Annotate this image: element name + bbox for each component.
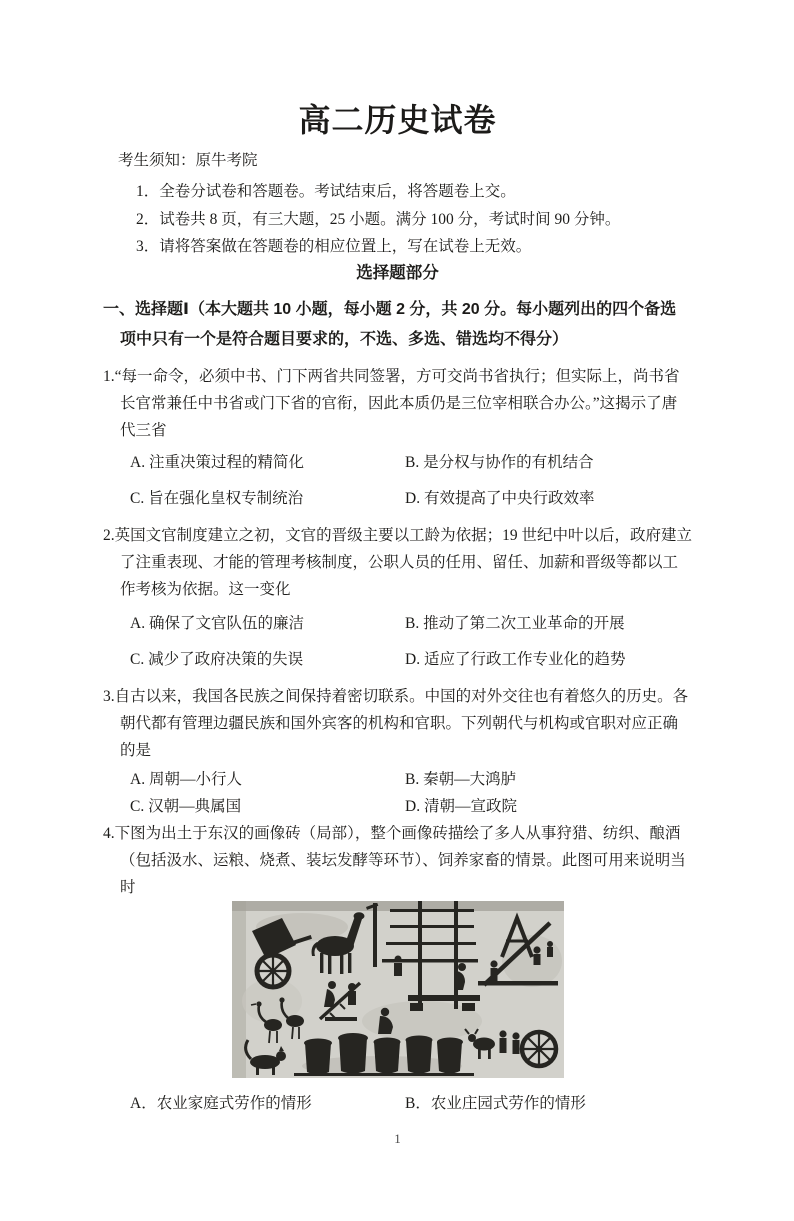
option-a: A. 注重决策过程的精简化	[130, 453, 304, 471]
option-c: C. 旨在强化皇权专制统治	[130, 489, 304, 507]
question-options	[130, 613, 692, 671]
option-b: B. 推动了第二次工业革命的开展	[405, 614, 625, 632]
han-brick-relief-image	[232, 901, 564, 1083]
notice-list	[103, 178, 692, 261]
option-d: D. 适应了行政工作专业化的趋势	[405, 650, 626, 668]
option-d: D. 清朝—宣政院	[405, 797, 517, 815]
question-4	[103, 820, 692, 1115]
option-a: A．农业家庭式劳作的情形	[130, 1094, 312, 1112]
exam-page	[0, 98, 794, 1221]
notice-item: 3．请将答案做在答题卷的相应位置上，写在试卷上无效。	[136, 238, 532, 255]
option-c: C. 汉朝—典属国	[130, 797, 242, 815]
question-3	[103, 683, 692, 820]
question-stem: 2.英国文官制度建立之初，文官的晋级主要以工龄为依据；19 世纪中叶以后，政府建立了注重表现、才能的管理考核制度，公职人员的任用、留任、加薪和晋级等都以工作考核为依据。这一变化	[103, 526, 693, 598]
notice-header: 考生须知：原牛考院	[118, 152, 258, 169]
option-b: B．农业庄园式劳作的情形	[405, 1094, 586, 1112]
option-row	[130, 766, 692, 793]
section-part-label: 选择题部分	[356, 263, 439, 282]
notice-item: 1．全卷分试卷和答题卷。考试结束后，将答题卷上交。	[136, 183, 516, 200]
question-stem: 3.自古以来，我国各民族之间保持着密切联系。中国的对外交往也有着悠久的历史。各朝代都有管理边疆民族和国外宾客的机构和官职。下列朝代与机构或官职对应正确的是	[103, 687, 689, 759]
question-1	[103, 363, 692, 510]
page-number: 1	[394, 1130, 401, 1146]
question-stem: 1.“每一命令，必须中书、门下两省共同签署，方可交尚书省执行；但实际上，尚书省长官常兼任中书省或门下省的官衔，因此本质仍是三位宰相联合办公。”这揭示了唐代三省	[103, 367, 680, 439]
option-row	[130, 649, 692, 671]
question-stem: 4.下图为出土于东汉的画像砖（局部），整个画像砖描绘了多人从事狩猎、纺织、酿酒（包括汲水、运粮、烧煮、装坛发酵等环节）、饲养家畜的情景。此图可用来说明当时	[103, 824, 686, 896]
option-a: A. 确保了文官队伍的廉洁	[130, 614, 304, 632]
part1-heading: 一、选择题Ⅰ（本大题共 10 小题，每小题 2 分，共 20 分。每小题列出的四个备选项中只有一个是符合题目要求的，不选、多选、错选均不得分）	[103, 300, 677, 348]
option-a: A. 周朝—小行人	[130, 770, 242, 788]
notice-item: 2．试卷共 8 页，有三大题，25 小题。满分 100 分，考试时间 90 分钟。	[136, 210, 621, 228]
question-2	[103, 522, 692, 671]
option-row	[130, 613, 692, 635]
question-options	[130, 1093, 692, 1115]
option-row	[130, 488, 692, 510]
option-row	[130, 793, 692, 820]
question-options	[130, 452, 692, 510]
option-row	[130, 452, 692, 474]
option-b: B. 秦朝—大鸿胪	[405, 770, 517, 788]
option-d: D. 有效提高了中央行政效率	[405, 489, 595, 507]
option-row	[130, 1093, 692, 1115]
option-b: B. 是分权与协作的有机结合	[405, 453, 594, 471]
page-title: 高二历史试卷	[298, 102, 497, 138]
question-options	[130, 766, 692, 820]
option-c: C. 减少了政府决策的失误	[130, 650, 304, 668]
